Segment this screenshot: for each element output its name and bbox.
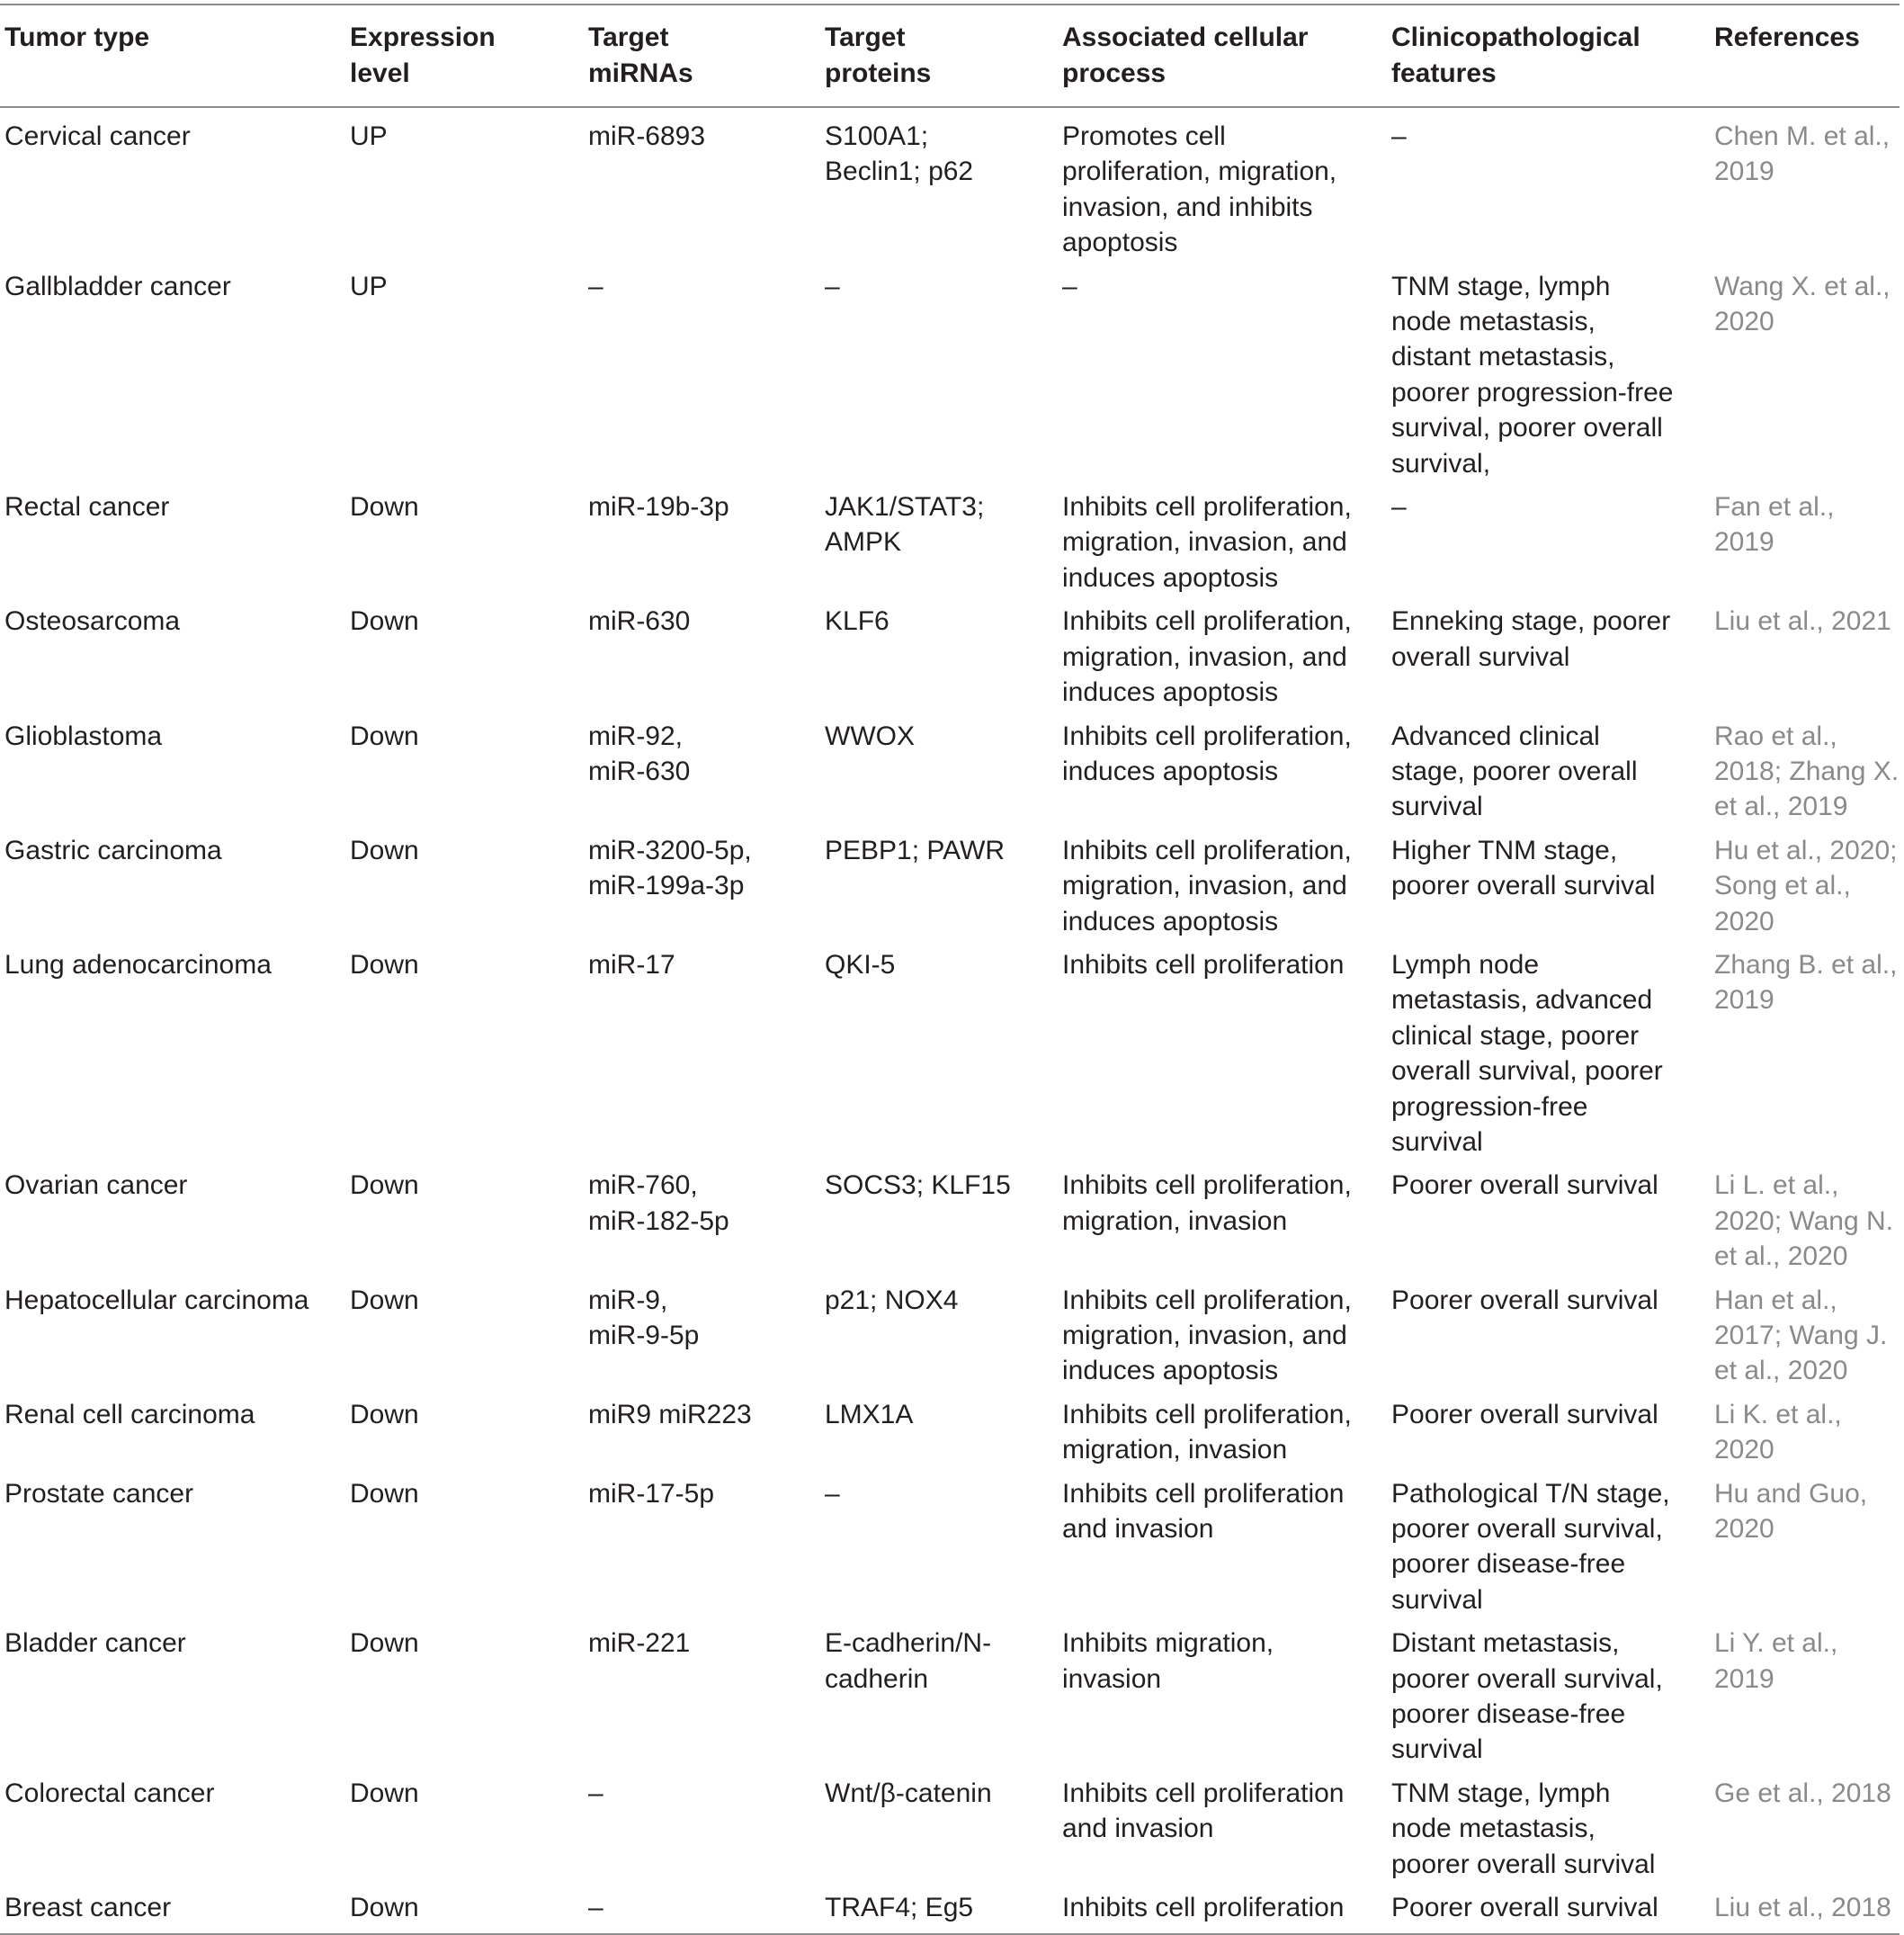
cell-expression-level	[345, 264, 584, 485]
cell-text-line: migration, invasion, and	[1062, 641, 1347, 672]
cell-target-proteins	[820, 714, 1058, 829]
cell-text-line: miR-17	[588, 949, 675, 980]
cell-text-line: Colorectal cancer	[4, 1778, 215, 1808]
cell-text-line: 2019	[1714, 157, 1774, 187]
cell-text-line: 2019	[1714, 985, 1774, 1016]
cell-text-line: Inhibits cell proliferation	[1062, 1893, 1345, 1923]
cell-text-line: Down	[350, 1399, 419, 1429]
table-row	[0, 1886, 1900, 1933]
cell-text-line: Target	[588, 22, 669, 52]
table-row	[0, 264, 1900, 485]
cell-text-line: Hu et al., 2020;	[1714, 835, 1898, 865]
cell-references	[1714, 943, 1900, 1163]
cell-expression-level	[345, 943, 584, 1163]
cell-text-line: Down	[350, 1893, 419, 1923]
cell-tumor-type	[0, 1886, 345, 1933]
cell-text-line: QKI-5	[825, 949, 896, 980]
cell-clinicopathological-features	[1387, 1886, 1714, 1933]
cell-text-line: Zhang B. et al.,	[1714, 949, 1898, 980]
cell-text-line: Inhibits cell proliferation	[1062, 1778, 1345, 1808]
cell-cellular-process	[1058, 1472, 1387, 1622]
header-target-proteins	[820, 4, 1058, 107]
cell-text-line: Bladder cancer	[4, 1628, 186, 1659]
cell-text-line: level	[350, 58, 410, 88]
cell-references	[1714, 599, 1900, 713]
cell-text-line: metastasis, advanced	[1391, 985, 1653, 1016]
cell-text-line: overall survival, poorer	[1391, 1056, 1663, 1087]
cell-tumor-type	[0, 1621, 345, 1771]
cell-text-line: and invasion	[1062, 1814, 1214, 1844]
cell-text-line: induces apoptosis	[1062, 756, 1279, 786]
cell-references	[1714, 1621, 1900, 1771]
cell-text-line: miR-630	[588, 606, 691, 637]
cell-target-mirnas	[584, 107, 820, 264]
cell-text-line: Poorer overall survival	[1391, 1170, 1658, 1201]
cell-target-proteins	[820, 1163, 1058, 1277]
cell-expression-level	[345, 599, 584, 713]
cell-clinicopathological-features	[1387, 1393, 1714, 1472]
cell-text-line: KLF6	[825, 606, 889, 637]
cell-text-line: process	[1062, 58, 1167, 88]
cell-text-line: migration, invasion, and	[1062, 1321, 1347, 1350]
cell-tumor-type	[0, 107, 345, 264]
cell-text-line: Glioblastoma	[4, 721, 163, 751]
cell-target-proteins	[820, 107, 1058, 264]
cell-text-line: invasion, and inhibits	[1062, 192, 1313, 222]
cell-text-line: WWOX	[825, 721, 915, 751]
cell-text-line: and invasion	[1062, 1514, 1214, 1545]
cell-text-line: AMPK	[825, 527, 902, 558]
cell-text-line: Down	[350, 492, 419, 523]
cell-cellular-process	[1058, 829, 1387, 943]
cell-text-line: miR9 miR223	[588, 1399, 752, 1429]
cell-text-line: miRNAs	[588, 58, 693, 88]
cell-text-line: Poorer overall survival	[1391, 1893, 1658, 1923]
cell-text-line: Liu et al., 2018	[1714, 1893, 1891, 1923]
cell-text-line: survival	[1391, 1734, 1483, 1765]
cell-target-mirnas	[584, 264, 820, 485]
cell-target-proteins	[820, 943, 1058, 1163]
cell-tumor-type	[0, 264, 345, 485]
cell-target-proteins	[820, 1621, 1058, 1771]
cell-text-line: node metastasis,	[1391, 307, 1596, 337]
cell-text-line: Inhibits cell proliferation,	[1062, 492, 1352, 523]
cell-text-line: et al., 2019	[1714, 792, 1848, 822]
cell-text-line: References	[1714, 22, 1860, 52]
cell-text-line: miR-630	[588, 756, 691, 786]
cell-tumor-type	[0, 599, 345, 713]
cell-text-line: –	[588, 271, 603, 301]
cell-text-line: 2018; Zhang X.	[1714, 756, 1900, 786]
cell-tumor-type	[0, 1393, 345, 1472]
cell-text-line: Distant metastasis,	[1391, 1628, 1620, 1659]
cell-cellular-process	[1058, 599, 1387, 713]
cell-text-line: Hepatocellular carcinoma	[4, 1285, 309, 1315]
cell-text-line: apoptosis	[1062, 228, 1178, 258]
cell-references	[1714, 1163, 1900, 1277]
cell-text-line: Higher TNM stage,	[1391, 835, 1618, 865]
cell-target-mirnas	[584, 829, 820, 943]
cell-text-line: JAK1/STAT3;	[825, 492, 985, 523]
cell-text-line: –	[588, 1893, 603, 1923]
table-row	[0, 1278, 1900, 1393]
cell-text-line: poorer overall survival	[1391, 871, 1656, 901]
cell-text-line: Han et al.,	[1714, 1285, 1837, 1315]
cell-text-line: Down	[350, 1778, 419, 1808]
cell-clinicopathological-features	[1387, 264, 1714, 485]
cell-text-line: miR-9-5p	[588, 1321, 700, 1350]
cell-target-mirnas	[584, 1771, 820, 1886]
cell-text-line: Down	[350, 949, 419, 980]
cell-text-line: migration, invasion	[1062, 1435, 1288, 1465]
cell-clinicopathological-features	[1387, 1771, 1714, 1886]
cell-cellular-process	[1058, 107, 1387, 264]
table-row	[0, 1771, 1900, 1886]
cell-text-line: Li K. et al.,	[1714, 1399, 1842, 1429]
cell-text-line: Associated cellular	[1062, 22, 1309, 52]
cell-target-mirnas	[584, 599, 820, 713]
cell-text-line: poorer disease-free	[1391, 1549, 1626, 1580]
cell-text-line: induces apoptosis	[1062, 677, 1279, 708]
cell-text-line: miR-199a-3p	[588, 871, 745, 901]
cell-tumor-type	[0, 1472, 345, 1622]
cell-text-line: –	[825, 1478, 840, 1509]
cell-text-line: Chen M. et al.,	[1714, 121, 1891, 151]
cell-text-line: Poorer overall survival	[1391, 1399, 1658, 1429]
cell-text-line: Li L. et al.,	[1714, 1170, 1839, 1201]
cell-text-line: poorer overall survival,	[1391, 1514, 1663, 1545]
cell-clinicopathological-features	[1387, 943, 1714, 1163]
cell-text-line: proliferation, migration,	[1062, 157, 1337, 187]
cell-text-line: migration, invasion, and	[1062, 871, 1347, 901]
cell-expression-level	[345, 1771, 584, 1886]
cell-text-line: Wnt/β-catenin	[825, 1778, 992, 1808]
cell-target-proteins	[820, 599, 1058, 713]
table-row	[0, 714, 1900, 829]
cell-target-mirnas	[584, 1163, 820, 1277]
cell-text-line: Inhibits cell proliferation,	[1062, 721, 1352, 751]
cell-text-line: survival	[1391, 1584, 1483, 1615]
cell-expression-level	[345, 1886, 584, 1933]
header-cellular-process	[1058, 4, 1387, 107]
cell-text-line: 2020	[1714, 1514, 1774, 1545]
table-row	[0, 1621, 1900, 1771]
cell-text-line: Pathological T/N stage,	[1391, 1478, 1670, 1509]
cell-text-line: miR-3200-5p,	[588, 835, 752, 865]
cell-references	[1714, 1278, 1900, 1393]
cell-text-line: Inhibits cell proliferation	[1062, 1478, 1345, 1509]
cell-text-line: Song et al.,	[1714, 871, 1851, 901]
cell-clinicopathological-features	[1387, 107, 1714, 264]
cell-clinicopathological-features	[1387, 1163, 1714, 1277]
cell-text-line: node metastasis,	[1391, 1814, 1596, 1844]
cell-text-line: Cervical cancer	[4, 121, 191, 151]
cell-text-line: progression-free	[1391, 1091, 1588, 1122]
cell-text-line: UP	[350, 121, 388, 151]
cell-text-line: Poorer overall survival	[1391, 1285, 1658, 1315]
cell-text-line: cadherin	[825, 1663, 929, 1694]
cell-text-line: 2020; Wang N.	[1714, 1205, 1893, 1236]
cell-clinicopathological-features	[1387, 829, 1714, 943]
cell-tumor-type	[0, 1771, 345, 1886]
cell-text-line: miR-19b-3p	[588, 492, 729, 523]
cell-text-line: Hu and Guo,	[1714, 1478, 1868, 1509]
header-references	[1714, 4, 1900, 107]
cell-text-line: Down	[350, 721, 419, 751]
cell-text-line: induces apoptosis	[1062, 562, 1279, 593]
cell-text-line: p21; NOX4	[825, 1285, 959, 1315]
cell-target-mirnas	[584, 485, 820, 599]
cell-text-line: miR-92,	[588, 721, 684, 751]
cell-expression-level	[345, 1621, 584, 1771]
header-expression-level	[345, 4, 584, 107]
cell-text-line: Gallbladder cancer	[4, 271, 231, 301]
cell-text-line: et al., 2020	[1714, 1241, 1848, 1272]
cell-text-line: Fan et al., 2019	[1714, 492, 1835, 558]
cell-text-line: Inhibits migration,	[1062, 1628, 1274, 1659]
cell-text-line: miR-182-5p	[588, 1205, 729, 1236]
cell-text-line: Li Y. et al., 2019	[1714, 1628, 1838, 1694]
cell-cellular-process	[1058, 1771, 1387, 1886]
cell-expression-level	[345, 1163, 584, 1277]
cell-text-line: miR-9,	[588, 1285, 668, 1315]
table-row	[0, 485, 1900, 599]
cell-references	[1714, 1886, 1900, 1933]
cell-target-proteins	[820, 1771, 1058, 1886]
cell-text-line: invasion	[1062, 1663, 1162, 1694]
cell-text-line: Lymph node	[1391, 949, 1540, 980]
cell-references	[1714, 485, 1900, 599]
cell-text-line: migration, invasion, and	[1062, 527, 1347, 558]
cell-text-line: TRAF4; Eg5	[825, 1893, 974, 1923]
cell-text-line: Inhibits cell proliferation	[1062, 949, 1345, 980]
cell-text-line: Expression	[350, 22, 496, 52]
cell-text-line: Prostate cancer	[4, 1478, 194, 1509]
cell-tumor-type	[0, 714, 345, 829]
cell-text-line: –	[1062, 271, 1077, 301]
cell-text-line: Down	[350, 1285, 419, 1315]
cell-text-line: Inhibits cell proliferation,	[1062, 606, 1352, 637]
cell-text-line: E-cadherin/N-	[825, 1628, 992, 1659]
cell-text-line: proteins	[825, 58, 932, 88]
cell-target-proteins	[820, 485, 1058, 599]
cell-references	[1714, 1771, 1900, 1886]
table-row	[0, 1393, 1900, 1472]
cell-text-line: Lung adenocarcinoma	[4, 949, 272, 980]
cell-text-line: Rectal cancer	[4, 492, 170, 523]
header-tumor-type	[0, 4, 345, 107]
cell-references	[1714, 1472, 1900, 1622]
cell-references	[1714, 107, 1900, 264]
cell-text-line: S100A1;	[825, 121, 929, 151]
cell-text-line: Enneking stage, poorer	[1391, 606, 1671, 637]
cell-text-line: 2017; Wang J.	[1714, 1321, 1888, 1350]
cell-text-line: 2020	[1714, 1435, 1774, 1465]
cell-cellular-process	[1058, 714, 1387, 829]
cell-text-line: –	[1391, 492, 1407, 523]
cell-text-line: Down	[350, 835, 419, 865]
cell-text-line: Clinicopathological	[1391, 22, 1640, 52]
cell-target-mirnas	[584, 1886, 820, 1933]
cell-text-line: 2020	[1714, 307, 1774, 337]
cell-cellular-process	[1058, 1278, 1387, 1393]
cell-tumor-type	[0, 943, 345, 1163]
cell-text-line: Rao et al.,	[1714, 721, 1837, 751]
cell-text-line: LMX1A	[825, 1399, 914, 1429]
cell-clinicopathological-features	[1387, 1621, 1714, 1771]
cell-tumor-type	[0, 829, 345, 943]
table-header	[0, 4, 1900, 107]
cell-cellular-process	[1058, 1621, 1387, 1771]
cell-text-line: PEBP1; PAWR	[825, 835, 1006, 865]
cell-cellular-process	[1058, 943, 1387, 1163]
table-row	[0, 943, 1900, 1163]
cell-text-line: et al., 2020	[1714, 1356, 1848, 1386]
cell-text-line: Wang X. et al.,	[1714, 271, 1891, 301]
cell-text-line: –	[825, 271, 840, 301]
cell-text-line: induces apoptosis	[1062, 906, 1279, 936]
cell-target-proteins	[820, 1886, 1058, 1933]
cell-text-line: UP	[350, 271, 388, 301]
cell-text-line: –	[588, 1778, 603, 1808]
cell-text-line: miR-6893	[588, 121, 706, 151]
cell-text-line: miR-221	[588, 1628, 691, 1659]
cell-target-mirnas	[584, 1278, 820, 1393]
cell-expression-level	[345, 829, 584, 943]
cell-references	[1714, 714, 1900, 829]
cell-expression-level	[345, 714, 584, 829]
cell-text-line: survival	[1391, 792, 1483, 822]
cell-expression-level	[345, 1278, 584, 1393]
cell-cellular-process	[1058, 485, 1387, 599]
cell-text-line: –	[1391, 121, 1407, 151]
cell-target-proteins	[820, 1472, 1058, 1622]
cell-text-line: overall survival	[1391, 641, 1570, 672]
cell-clinicopathological-features	[1387, 1472, 1714, 1622]
table-row	[0, 599, 1900, 713]
cell-cellular-process	[1058, 1886, 1387, 1933]
cell-text-line: poorer overall survival	[1391, 1849, 1656, 1879]
cell-target-mirnas	[584, 1621, 820, 1771]
cell-expression-level	[345, 107, 584, 264]
cell-text-line: Target	[825, 22, 906, 52]
cell-text-line: Inhibits cell proliferation,	[1062, 1399, 1352, 1429]
cell-expression-level	[345, 1472, 584, 1622]
table-body	[0, 107, 1900, 1934]
cell-text-line: TNM stage, lymph	[1391, 271, 1611, 301]
cell-target-proteins	[820, 829, 1058, 943]
cell-text-line: survival, poorer overall	[1391, 413, 1663, 443]
table-row	[0, 1163, 1900, 1277]
cell-cellular-process	[1058, 264, 1387, 485]
cell-text-line: stage, poorer overall	[1391, 756, 1638, 786]
cell-text-line: Breast cancer	[4, 1893, 172, 1923]
cell-text-line: survival	[1391, 1126, 1483, 1157]
cell-text-line: Promotes cell	[1062, 121, 1226, 151]
cell-clinicopathological-features	[1387, 714, 1714, 829]
cell-target-proteins	[820, 1393, 1058, 1472]
cell-text-line: Down	[350, 1628, 419, 1659]
cell-references	[1714, 1393, 1900, 1472]
cell-text-line: survival,	[1391, 448, 1491, 479]
cell-text-line: Down	[350, 1170, 419, 1201]
cell-tumor-type	[0, 1163, 345, 1277]
cell-text-line: distant metastasis,	[1391, 342, 1615, 372]
cell-clinicopathological-features	[1387, 1278, 1714, 1393]
cell-clinicopathological-features	[1387, 485, 1714, 599]
cell-cellular-process	[1058, 1163, 1387, 1277]
cell-text-line: migration, invasion	[1062, 1205, 1288, 1236]
cell-text-line: miR-17-5p	[588, 1478, 715, 1509]
cell-text-line: Inhibits cell proliferation,	[1062, 835, 1352, 865]
cell-text-line: Gastric carcinoma	[4, 835, 222, 865]
cell-text-line: 2020	[1714, 906, 1774, 936]
cell-text-line: Liu et al., 2021	[1714, 606, 1891, 637]
cell-text-line: Beclin1; p62	[825, 157, 974, 187]
cell-text-line: Inhibits cell proliferation,	[1062, 1170, 1352, 1201]
cell-text-line: TNM stage, lymph	[1391, 1778, 1611, 1808]
cell-text-line: poorer overall survival,	[1391, 1663, 1663, 1694]
cell-target-proteins	[820, 264, 1058, 485]
cell-tumor-type	[0, 1278, 345, 1393]
cell-text-line: induces apoptosis	[1062, 1356, 1279, 1386]
cell-references	[1714, 264, 1900, 485]
cell-text-line: Down	[350, 606, 419, 637]
cell-target-mirnas	[584, 1472, 820, 1622]
cell-clinicopathological-features	[1387, 599, 1714, 713]
cell-text-line: miR-760,	[588, 1170, 698, 1201]
cell-text-line: Osteosarcoma	[4, 606, 181, 637]
table-row	[0, 107, 1900, 264]
cell-text-line: poorer disease-free	[1391, 1699, 1626, 1730]
cell-text-line: Down	[350, 1478, 419, 1509]
cell-text-line: Inhibits cell proliferation,	[1062, 1285, 1352, 1315]
header-target-mirnas	[584, 4, 820, 107]
cell-cellular-process	[1058, 1393, 1387, 1472]
cell-text-line: Tumor type	[4, 22, 150, 52]
cell-expression-level	[345, 485, 584, 599]
cell-target-proteins	[820, 1278, 1058, 1393]
cell-tumor-type	[0, 485, 345, 599]
cell-text-line: SOCS3; KLF15	[825, 1170, 1011, 1201]
cell-target-mirnas	[584, 943, 820, 1163]
cell-text-line: poorer progression-free	[1391, 377, 1674, 408]
header-clinicopathological-features	[1387, 4, 1714, 107]
cell-text-line: Renal cell carcinoma	[4, 1399, 255, 1429]
cell-references	[1714, 829, 1900, 943]
cell-target-mirnas	[584, 714, 820, 829]
cell-text-line: Advanced clinical	[1391, 721, 1600, 751]
cell-text-line: features	[1391, 58, 1497, 88]
cell-text-line: Ovarian cancer	[4, 1170, 188, 1201]
cell-text-line: clinical stage, poorer	[1391, 1020, 1640, 1051]
table-row	[0, 829, 1900, 943]
header-row	[0, 4, 1900, 107]
cell-text-line: Ge et al., 2018	[1714, 1778, 1891, 1808]
cell-expression-level	[345, 1393, 584, 1472]
tumor-data-table	[0, 4, 1900, 1935]
cell-target-mirnas	[584, 1393, 820, 1472]
table-row	[0, 1472, 1900, 1622]
